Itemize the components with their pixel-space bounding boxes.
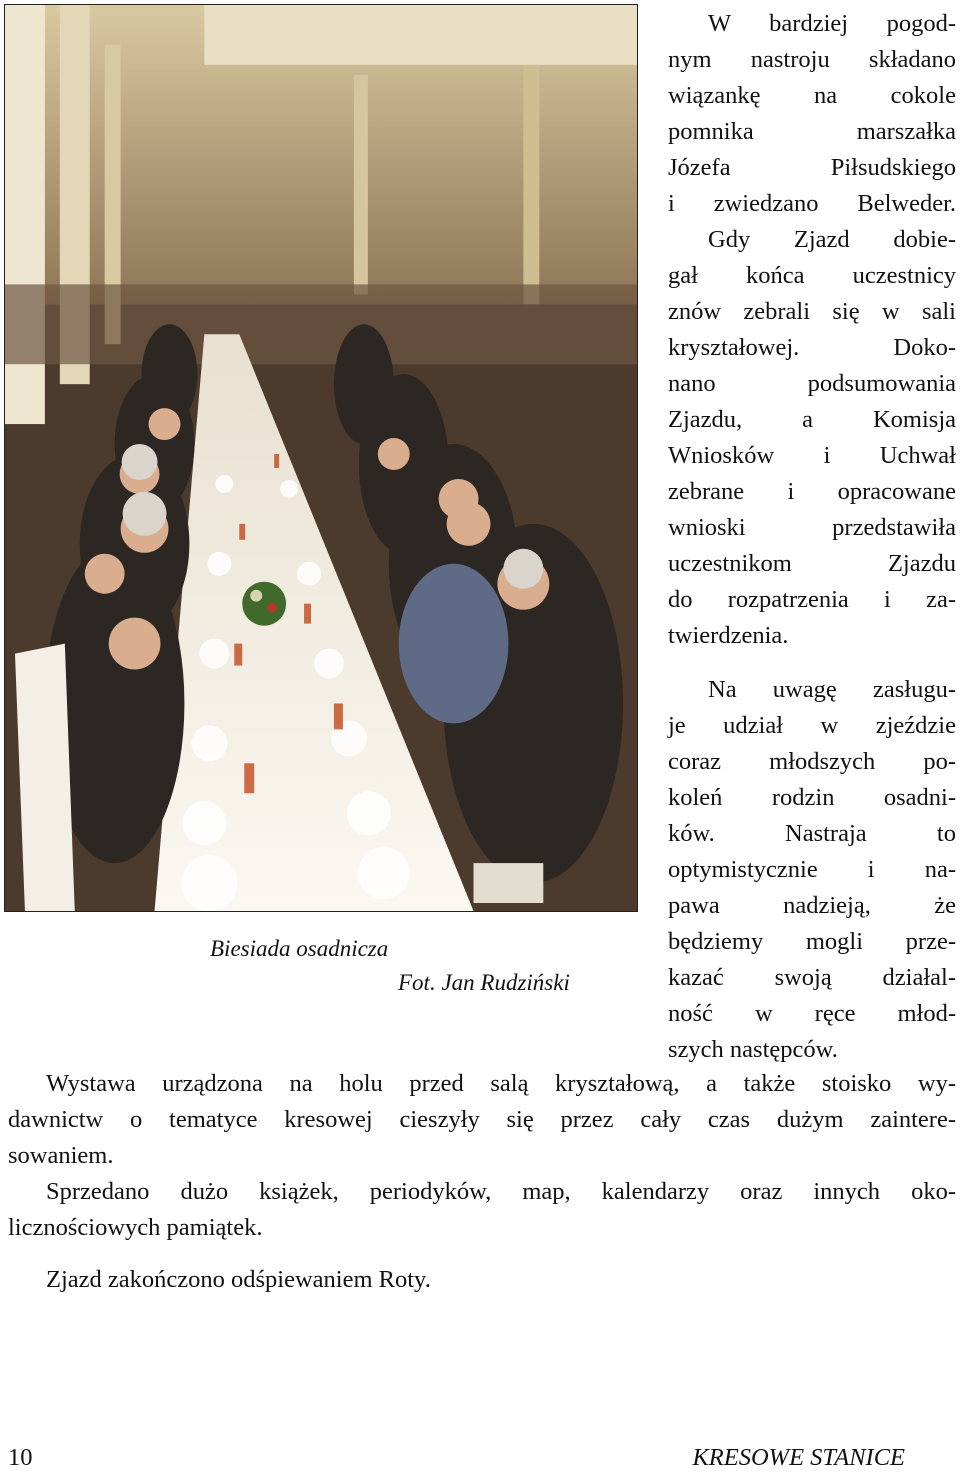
text-line: kryształowej. Doko- [668,334,956,361]
text-line: kazać swoją działal- [668,964,956,991]
text-line: nym nastroju składano [668,46,956,73]
text-line: licznościowych pamiątek. [8,1214,263,1241]
text-line: wnioski przedstawiła [668,514,956,541]
banquet-photo-illustration [5,5,637,911]
text-line: Wystawa urządzona na holu przed salą kryształową, a także stoisko wy- [46,1070,956,1097]
text-line: Wniosków i Uchwał [668,442,956,469]
text-line: dawnictw o tematyce kresowej cieszyły się przez cały czas dużym zaintere- [8,1106,956,1133]
text-line: pomnika marszałka [668,118,956,145]
text-line: uczestnikom Zjazdu [668,550,956,577]
text-line: gał końca uczestnicy [668,262,956,289]
text-line: nano podsumowania [668,370,956,397]
text-line: wiązankę na cokole [668,82,956,109]
paragraph-generations [668,672,956,1068]
text-line: twierdzenia. [668,622,789,649]
text-line: je udział w zjeździe [668,712,956,739]
text-line: i zwiedzano Belweder. [668,190,956,217]
paragraph-wreath [668,6,956,654]
paragraph-closing [8,1262,956,1298]
photo-credit: Fot. Jan Rudziński [398,970,570,995]
photo-caption: Biesiada osadnicza [210,936,389,961]
text-line: będziemy mogli prze- [668,928,956,955]
text-line: sowaniem. [8,1142,114,1169]
text-line: Gdy Zjazd dobie- [708,226,956,253]
text-line: ność w ręce młod- [668,1000,956,1027]
journal-title: KRESOWE STANICE [692,1444,905,1471]
banquet-photo [4,4,638,912]
text-line: coraz młodszych po- [668,748,956,775]
text-line: ków. Nastraja to [668,820,956,847]
text-line: optymistycznie i na- [668,856,956,883]
text-line: Zjazd zakończono odśpiewaniem Roty. [46,1266,431,1293]
paragraph-sales [8,1174,956,1246]
text-line: Na uwagę zasługu- [708,676,956,703]
text-line: do rozpatrzenia i za- [668,586,956,613]
paragraph-exhibition [8,1066,956,1174]
text-line: koleń rodzin osadni- [668,784,956,811]
text-line: Józefa Piłsudskiego [668,154,956,181]
text-line: Zjazdu, a Komisja [668,406,956,433]
text-line: W bardziej pogod- [708,10,956,37]
page-number: 10 [8,1444,33,1471]
text-line: Sprzedano dużo książek, periodyków, map, kalendarzy oraz innych oko- [46,1178,956,1205]
text-line: pawa nadzieją, że [668,892,956,919]
text-line: znów zebrali się w sali [668,298,956,325]
text-line: szych następców. [668,1036,838,1063]
text-line: zebrane i opracowane [668,478,956,505]
